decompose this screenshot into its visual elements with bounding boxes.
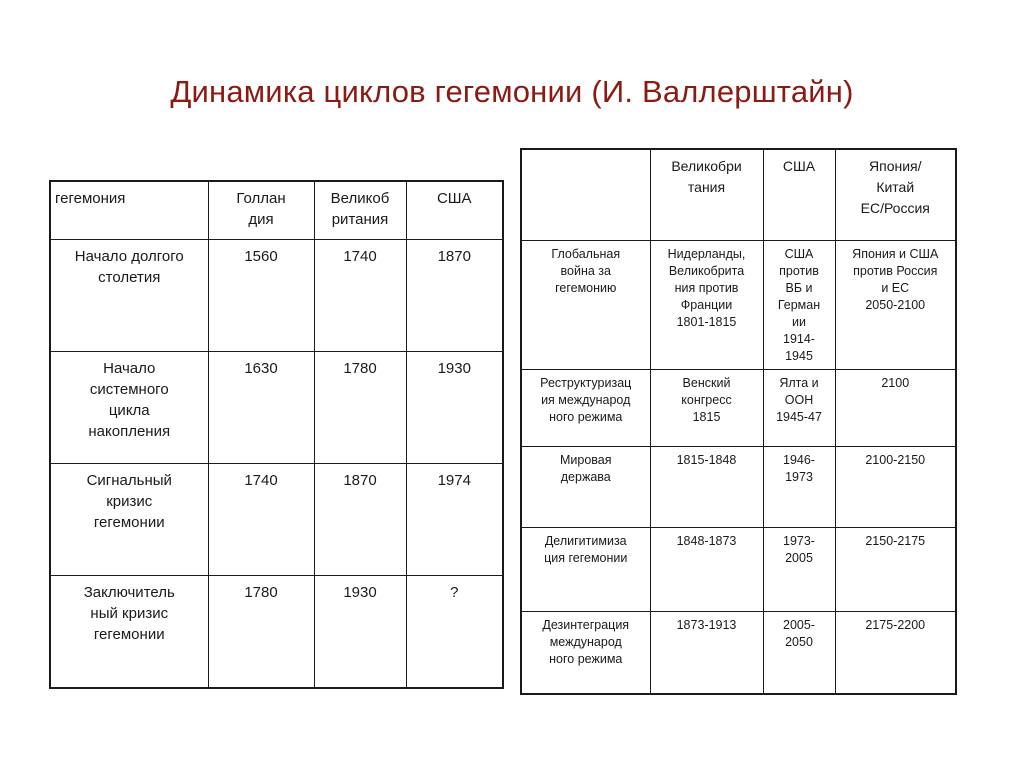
cell-line: гегемонии — [93, 514, 165, 531]
cell-line: Великобри — [671, 158, 742, 174]
cell-line: Начало долгого — [74, 248, 184, 265]
cell-line: 1815-1848 — [676, 453, 737, 467]
left-row-label — [50, 240, 208, 352]
cell-line: 2005 — [785, 551, 813, 565]
cell-line: цикла — [108, 402, 150, 419]
right-header-cell — [835, 149, 956, 241]
right-value-cell — [650, 370, 763, 447]
cell-line: гегемонии — [93, 626, 165, 643]
cell-line: Великобрита — [668, 264, 745, 278]
cell-line: и ЕС — [881, 281, 910, 295]
cell-line: Япония/ — [869, 158, 922, 174]
cell-line: ООН — [784, 393, 814, 407]
cell-line: Сигнальный — [86, 472, 172, 489]
right-value-cell — [763, 370, 835, 447]
right-value-cell — [835, 447, 956, 528]
cell-line: Япония и США — [852, 247, 939, 261]
cell-line: Ялта и — [779, 376, 819, 390]
cell-line: накопления — [88, 423, 171, 440]
right-row-label — [521, 528, 650, 612]
cell-line: Голлан — [236, 190, 286, 207]
cell-line: 2150-2175 — [865, 534, 926, 548]
left-value-cell: 1780 — [208, 576, 314, 689]
cell-line: 1873-1913 — [676, 618, 737, 632]
cell-line: гегемония — [55, 190, 126, 207]
left-row-label — [50, 464, 208, 576]
right-table-row — [521, 370, 956, 447]
cell-line: США — [784, 247, 814, 261]
right-table-row — [521, 447, 956, 528]
left-header-cell — [406, 181, 503, 240]
cell-line: Глобальная — [551, 247, 621, 261]
cell-line: международ — [549, 635, 622, 649]
right-value-cell — [650, 241, 763, 370]
cell-line: дия — [248, 211, 274, 228]
right-header-cell — [521, 149, 650, 241]
left-value-cell: ? — [406, 576, 503, 689]
cell-line: тания — [687, 179, 726, 195]
cell-line: ного режима — [549, 652, 623, 666]
cell-line: Герман — [777, 298, 821, 312]
cell-line: ЕС/Россия — [860, 200, 930, 216]
cell-line: Реструктуризац — [540, 376, 632, 390]
right-value-cell — [763, 447, 835, 528]
cell-line: кризис — [106, 493, 153, 510]
cell-line: Мировая — [559, 453, 612, 467]
left-value-cell: 1930 — [406, 352, 503, 464]
left-table-header-row — [50, 181, 503, 240]
cell-line: ии — [792, 315, 806, 329]
right-header-cell — [763, 149, 835, 241]
cell-line: Нидерланды, — [667, 247, 746, 261]
cell-line: системного — [89, 381, 169, 398]
cell-line: гегемонию — [555, 281, 617, 295]
right-table-row — [521, 528, 956, 612]
cell-line: 1815 — [692, 410, 721, 424]
right-value-cell — [763, 612, 835, 695]
cell-line: Великоб — [330, 190, 390, 207]
left-value-cell: 1870 — [406, 240, 503, 352]
cell-line: 2100-2150 — [865, 453, 926, 467]
cell-line: ния против — [674, 281, 739, 295]
right-value-cell — [835, 528, 956, 612]
right-value-cell — [835, 241, 956, 370]
slide-title: Динамика циклов гегемонии (И. Валлерштайн) — [170, 74, 854, 109]
cell-line: Заключитель — [83, 584, 175, 601]
cell-line: Дезинтеграция — [542, 618, 630, 632]
left-table-row — [50, 464, 503, 576]
left-value-cell: 1930 — [314, 576, 406, 689]
right-table-row — [521, 612, 956, 695]
cell-line: Делигитимиза — [544, 534, 627, 548]
left-table-row — [50, 352, 503, 464]
right-row-label — [521, 447, 650, 528]
cell-line: ция гегемонии — [544, 551, 628, 565]
cell-line: 1973- — [783, 534, 815, 548]
cell-line: 1945 — [785, 349, 813, 363]
right-value-cell — [650, 528, 763, 612]
cell-line: 2175-2200 — [865, 618, 926, 632]
cell-line: против — [779, 264, 819, 278]
cell-line: Франции — [680, 298, 733, 312]
cell-line: 1848-1873 — [676, 534, 737, 548]
cell-line: 2050-2100 — [865, 298, 926, 312]
cell-line: США — [782, 158, 816, 174]
left-value-cell: 1630 — [208, 352, 314, 464]
right-table-row — [521, 241, 956, 370]
right-header-cell — [650, 149, 763, 241]
left-value-cell: 1560 — [208, 240, 314, 352]
right-value-cell — [763, 528, 835, 612]
cell-line: 1973 — [785, 470, 813, 484]
right-row-label — [521, 612, 650, 695]
cell-line: 2050 — [785, 635, 813, 649]
left-table-row — [50, 576, 503, 689]
right-hegemony-cycles-table — [520, 148, 957, 695]
cell-line: ия международ — [541, 393, 631, 407]
cell-line: 1946- — [783, 453, 815, 467]
cell-line: США — [436, 190, 472, 207]
cell-line: ного режима — [549, 410, 623, 424]
left-value-cell: 1870 — [314, 464, 406, 576]
left-row-label — [50, 352, 208, 464]
cell-line: война за — [560, 264, 611, 278]
right-table-header-row — [521, 149, 956, 241]
cell-line: 2005- — [783, 618, 815, 632]
left-value-cell: 1740 — [314, 240, 406, 352]
cell-line: 2100 — [881, 376, 910, 390]
cell-line: держава — [560, 470, 611, 484]
cell-line: конгресс — [681, 393, 732, 407]
cell-line: Китай — [876, 179, 915, 195]
cell-line: ритания — [331, 211, 389, 228]
left-row-label — [50, 576, 208, 689]
right-value-cell — [650, 612, 763, 695]
left-header-cell — [50, 181, 208, 240]
cell-line: против Россия — [853, 264, 938, 278]
right-value-cell — [835, 370, 956, 447]
right-row-label — [521, 241, 650, 370]
right-value-cell — [835, 612, 956, 695]
left-header-cell — [314, 181, 406, 240]
right-value-cell — [763, 241, 835, 370]
left-table-row — [50, 240, 503, 352]
cell-line: ный кризис — [90, 605, 169, 622]
left-value-cell: 1740 — [208, 464, 314, 576]
right-value-cell — [650, 447, 763, 528]
cell-line: 1945-47 — [776, 410, 822, 424]
left-header-cell — [208, 181, 314, 240]
cell-line: 1801-1815 — [676, 315, 737, 329]
left-value-cell: 1780 — [314, 352, 406, 464]
cell-line: столетия — [98, 269, 161, 286]
left-value-cell: 1974 — [406, 464, 503, 576]
cell-line: Начало — [103, 360, 156, 377]
left-hegemony-table — [49, 180, 504, 689]
cell-line: Венский — [682, 376, 731, 390]
cell-line: ВБ и — [785, 281, 813, 295]
right-row-label — [521, 370, 650, 447]
cell-line: 1914- — [783, 332, 815, 346]
